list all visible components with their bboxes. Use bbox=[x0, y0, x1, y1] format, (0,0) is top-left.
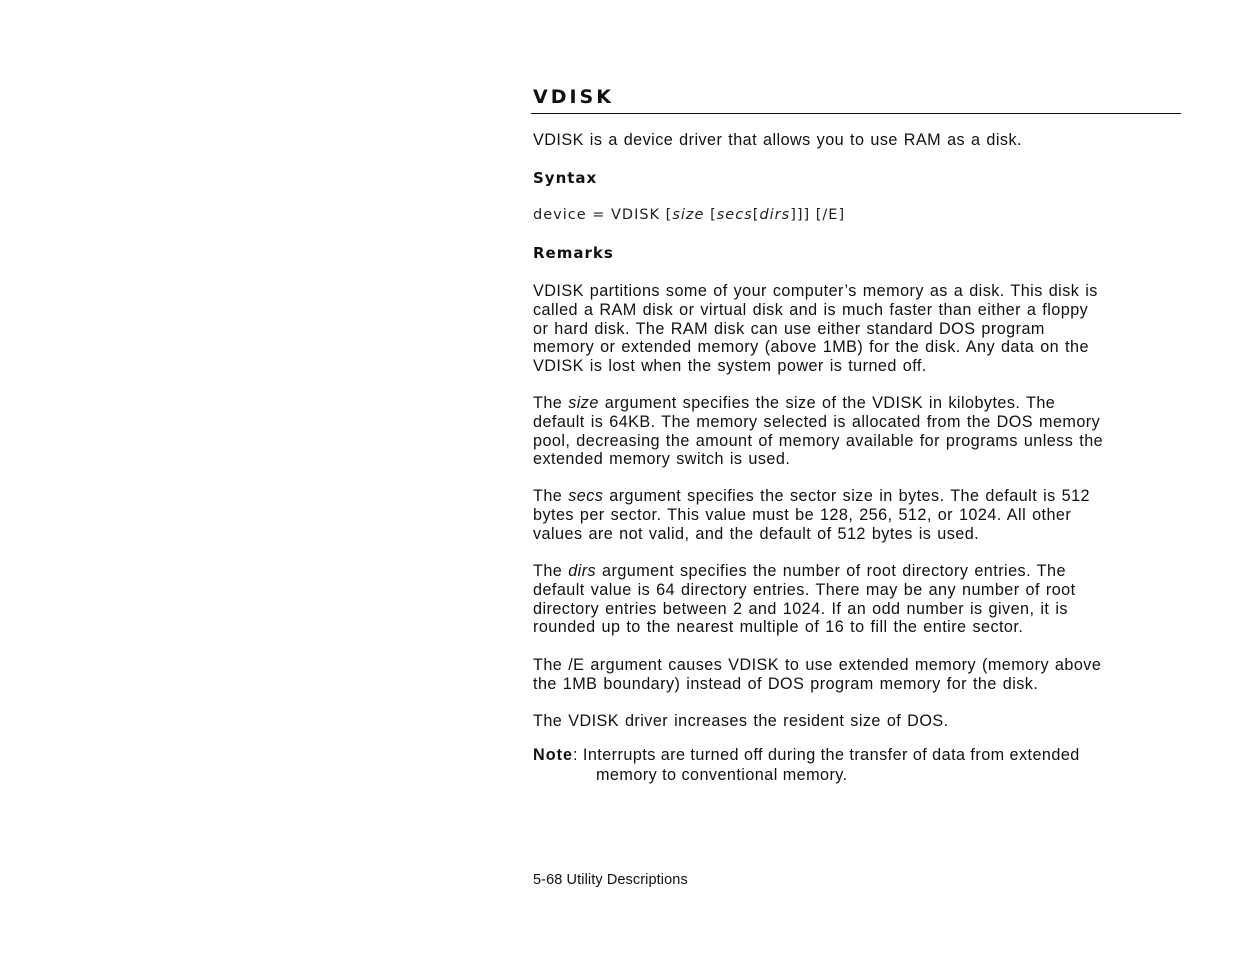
remarks-line: VDISK partitions some of your computer’s memory as a disk. This disk is bbox=[533, 282, 1098, 300]
secs-line1-rest: argument specifies the sector size in bytes. The default is 512 bbox=[603, 487, 1090, 505]
size-paragraph bbox=[533, 394, 1183, 469]
page-title: VDISK bbox=[533, 86, 614, 108]
remarks-line: called a RAM disk or virtual disk and is much faster than either a floppy bbox=[533, 300, 1089, 319]
dirs-line: default value is 64 directory entries. There may be any number of root bbox=[533, 580, 1076, 599]
syntax-secs-arg: secs bbox=[716, 207, 753, 223]
secs-the: The bbox=[533, 487, 569, 505]
syntax-heading: Syntax bbox=[533, 169, 598, 187]
remarks-line: memory or extended memory (above 1MB) for the disk. Any data on the bbox=[533, 338, 1089, 357]
syntax-size-arg: size bbox=[672, 207, 705, 223]
dirs-line bbox=[533, 562, 1183, 581]
intro-paragraph: VDISK is a device driver that allows you to use RAM as a disk. bbox=[533, 131, 1022, 149]
e-switch-line: the 1MB boundary) instead of DOS program memory for the disk. bbox=[533, 674, 1039, 693]
size-line: default is 64KB. The memory selected is allocated from the DOS memory bbox=[533, 412, 1101, 431]
dirs-line1-rest: argument specifies the number of root directory entries. The bbox=[596, 562, 1066, 580]
dirs-paragraph bbox=[533, 562, 1183, 637]
secs-line bbox=[533, 487, 1183, 506]
title-rule bbox=[531, 113, 1181, 114]
secs-arg: secs bbox=[568, 487, 604, 505]
page-footer: 5-68 Utility Descriptions bbox=[533, 872, 688, 888]
secs-line: values are not valid, and the default of 512 bytes is used. bbox=[533, 524, 980, 543]
remarks-heading: Remarks bbox=[533, 244, 614, 262]
dirs-line: rounded up to the nearest multiple of 16 to fill the entire sector. bbox=[533, 618, 1024, 637]
note-line1: : Interrupts are turned off during the transfer of data from extended bbox=[572, 746, 1080, 764]
size-line bbox=[533, 394, 1183, 413]
size-the: The bbox=[533, 394, 569, 412]
syntax-mid2: [ bbox=[752, 207, 760, 223]
resident-size-paragraph: The VDISK driver increases the resident size of DOS. bbox=[533, 712, 949, 730]
dirs-line: directory entries between 2 and 1024. If an odd number is given, it is bbox=[533, 599, 1068, 618]
e-switch-line: The /E argument causes VDISK to use extended memory (memory above bbox=[533, 656, 1102, 674]
remarks-line: or hard disk. The RAM disk can use either standard DOS program bbox=[533, 319, 1045, 338]
syntax-dirs-arg: dirs bbox=[759, 207, 791, 223]
secs-line: bytes per sector. This value must be 128, 256, 512, or 1024. All other bbox=[533, 505, 1072, 524]
syntax-suffix: ]]] [/E] bbox=[790, 207, 846, 223]
remarks-paragraph bbox=[533, 282, 1183, 376]
dirs-the: The bbox=[533, 562, 569, 580]
secs-paragraph bbox=[533, 487, 1183, 543]
size-line: extended memory switch is used. bbox=[533, 450, 791, 469]
note-line2: memory to conventional memory. bbox=[596, 766, 848, 784]
note-block bbox=[533, 745, 1183, 785]
remarks-line: VDISK is lost when the system power is turned off. bbox=[533, 357, 927, 376]
size-line: pool, decreasing the amount of memory available for programs unless the bbox=[533, 431, 1104, 450]
syntax-line bbox=[533, 207, 845, 223]
e-switch-paragraph bbox=[533, 656, 1183, 694]
syntax-prefix: device = VDISK [ bbox=[533, 207, 673, 223]
note-label: Note bbox=[533, 746, 573, 764]
size-line1-rest: argument specifies the size of the VDISK in kilobytes. The bbox=[598, 394, 1056, 412]
dirs-arg: dirs bbox=[568, 562, 597, 580]
syntax-mid1: [ bbox=[704, 207, 717, 223]
size-arg: size bbox=[568, 394, 599, 412]
note-line bbox=[533, 745, 1183, 765]
